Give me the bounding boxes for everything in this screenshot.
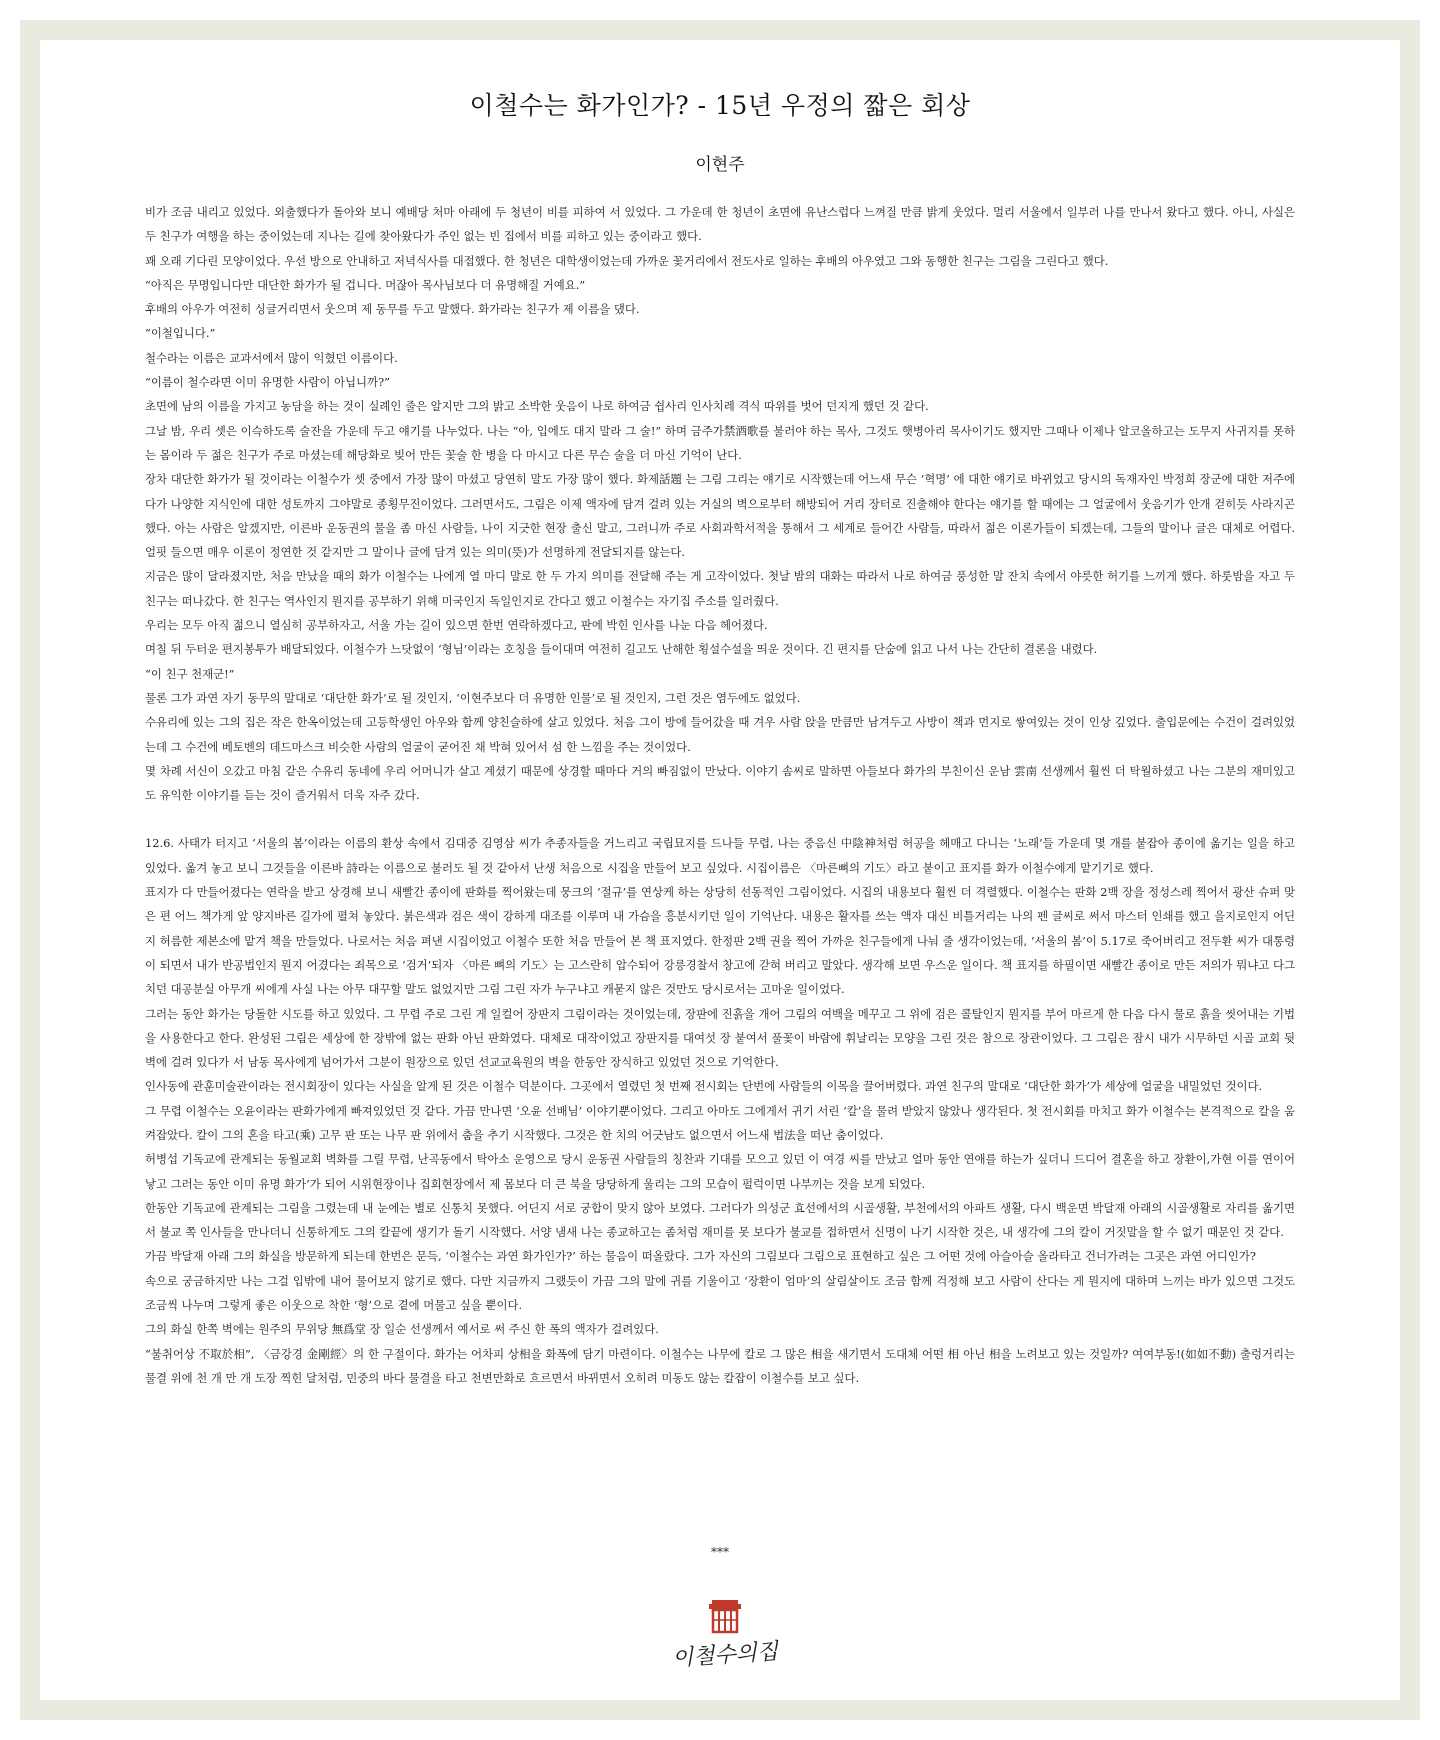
paragraph: 12.6. 사태가 터지고 ‘서울의 봄’이라는 이름의 환상 속에서 김대중 김영삼 씨가 추종자들을 거느리고 국립묘지를 드나들 무렵, 나는 중음신 中陰神처럼 허공을 헤매고 다니는 ‘노래’들 가운데 몇 개를 붙잡아 종이에 옮기는 일을 하고 있었다. 옮겨 놓고 보니 그것들을 이른바 詩라는 이름으로 불러도 될 것 같아서 난생 처음으로 시집을 만들어 보고 싶었다. 시집이름은 〈마른뼈의 기도〉라고 붙이고 표지를 화가 이철수에게 맡기기로 했다. [145, 836, 1295, 875]
paragraph: 철수라는 이름은 교과서에서 많이 익혔던 이름이다. [145, 350, 398, 365]
house-logo [670, 1598, 780, 1698]
section-separator: *** [711, 1545, 729, 1559]
paragraph: “이름이 철수라면 이미 유명한 사람이 아닙니까?” [145, 375, 390, 390]
paragraph: 그날 밤, 우리 셋은 이슥하도록 술잔을 가운데 두고 얘기를 나누었다. 나는 “아, 입에도 대지 말라 그 술!” 하며 금주가禁酒歌를 불러야 하는 목사, 그것도 햇병아리 목사이기도 했지만 그때나 이제나 알코올하고는 도무지 사귀지를 못하는 몸이라 두 젊은 친구가 주로 마셨는데 해당화로 빚어 만든 꽃술 한 병을 다 마시고 다른 무슨 술을 더 마신 기억이 난다. [145, 423, 1295, 462]
author-name: 이현주 [695, 155, 745, 175]
paragraph: 표지가 다 만들어졌다는 연락을 받고 상경해 보니 새빨간 종이에 판화를 찍어왔는데 뭉크의 ‘절규’를 연상케 하는 상당히 선동적인 그림이었다. 시집의 내용보다 훨씬 더 격렬했다. 이철수는 판화 2백 장을 정성스레 찍어서 광산 슈퍼 맞은 편 어느 책가게 앞 양지바른 길가에 펼쳐 놓았다. 붉은색과 검은 색이 강하게 대조를 이루며 내 가슴을 흥분시키던 일이 기억난다. 내용은 활자를 쓰는 액자 대신 비틀거리는 나의 펜 글씨로 써서 마스터 인쇄를 했고 을지로인지 어딘지 허름한 제본소에 맡겨 책을 만들었다. 나로서는 처음 펴낸 시집이었고 이철수 또한 처음 만들어 본 책 표지였다. 한정판 2백 권을 찍어 가까운 친구들에게 나눠 줄 생각이었는데, ‘서울의 봄’이 5.17로 죽어버리고 전두환 씨가 대통령이 되면서 내가 반공법인지 뭔지 어겼다는 죄목으로 ‘검거’되자 〈마른 뼈의 기도〉는 고스란히 압수되어 강릉경찰서 창고에 갇혀 버리고 말았다. 생각해 보면 우스운 일이다. 책 표지를 하필이면 새빨간 종이로 만든 저의가 뭐냐고 다그치던 대공분실 아무개 씨에게 사실 나는 아무 대꾸할 말도 없었지만 그림 그린 자가 누구냐고 캐묻지 않은 것만도 당시로서는 고마운 일이었다. [145, 885, 1295, 997]
paragraph: 인사동에 관훈미술관이라는 전시회장이 있다는 사실을 알게 된 것은 이철수 덕분이다. 그곳에서 열렸던 첫 번째 전시회는 단번에 사람들의 이목을 끌어버렸다. 과연 친구의 말대로 ‘대단한 화가’가 세상에 얼굴을 내밀었던 것이다. [145, 1079, 1263, 1094]
paragraph: 그러는 동안 화가는 당돌한 시도를 하고 있었다. 그 무렵 주로 그린 게 일컬어 장판지 그림이라는 것이었는데, 장판에 진흙을 개어 그림의 여백을 메꾸고 그 위에 검은 콜탈인지 뭔지를 부어 마르게 한 다음 다시 물로 흙을 씻어내는 기법을 사용한다고 한다. 완성된 그림은 세상에 한 장밖에 없는 판화 아닌 판화였다. 대체로 대작이었고 장판지를 대여섯 장 붙여서 풀꽃이 바람에 휘날리는 모양을 그린 것은 참으로 장관이었다. 그 그림은 잠시 내가 시무하던 시골 교회 뒷벽에 걸려 있다가 서 남동 목사에게 넘어가서 그분이 원장으로 있던 선교교육원의 벽을 한동안 장식하고 있었던 것으로 기억한다. [145, 1006, 1295, 1070]
house-seal-icon [708, 1598, 742, 1634]
paragraph: 수유리에 있는 그의 집은 작은 한옥이었는데 고등학생인 아우와 함께 양친슬하에 살고 있었다. 처음 그이 방에 들어갔을 때 겨우 사람 앉을 만큼만 남겨두고 사방이 책과 먼지로 쌓여있는 것이 인상 깊었다. 출입문에는 수건이 걸려있었는데 그 수건에 베토벤의 데드마스크 비슷한 사람의 얼굴이 굳어진 채 박혀 있어서 섬 한 느낌을 주는 것이었다. [145, 715, 1295, 754]
paragraph: “이 친구 천재군!” [145, 666, 235, 681]
logo-script-text: 이철수의집 [671, 1639, 780, 1672]
paragraph: 몇 차례 서신이 오갔고 마침 같은 수유리 동네에 우리 어머니가 살고 계셨기 때문에 상경할 때마다 거의 빠짐없이 만났다. 이야기 솜씨로 말하면 아들보다 화가의 부친이신 운남 雲南 선생께서 훨씬 더 탁월하셨고 나는 그분의 재미있고도 유익한 이야기를 듣는 것이 즐거워서 더욱 자주 갔다. [145, 763, 1295, 803]
paragraph: “이철입니다.” [145, 326, 216, 341]
paragraph-gap [145, 807, 1295, 831]
paragraph: “아직은 무명입니다만 대단한 화가가 될 겁니다. 머잖아 목사님보다 더 유명해질 거예요.” [145, 277, 586, 292]
paragraph: 물론 그가 과연 자기 동무의 말대로 ‘대단한 화가’로 될 것인지, ‘이현주보다 더 유명한 인물’로 될 것인지, 그런 것은 염두에도 없었다. [145, 690, 801, 705]
paragraph: 꽤 오래 기다린 모양이었다. 우선 방으로 안내하고 저녁식사를 대접했다. 한 청년은 대학생이었는데 가까운 꽃거리에서 전도사로 일하는 후배의 아우였고 그와 동행한 친구는 그림을 그린다고 했다. [145, 253, 1109, 268]
paragraph: 우리는 모두 아직 젊으니 열심히 공부하자고, 서울 가는 길이 있으면 한번 연락하겠다고, 판에 박힌 인사를 나눈 다음 헤어졌다. [145, 618, 768, 633]
paragraph: 허병섭 기독교에 관계되는 동월교회 벽화를 그릴 무렵, 난곡동에서 탁아소 운영으로 당시 운동권 사람들의 칭찬과 기대를 모으고 있던 이 여경 씨를 만났고 얼마 동안 연애를 하는가 싶더니 드디어 결혼을 하고 장환이,가현 이를 연이어 낳고 그러는 동안 이미 유명 화가’가 되어 시위현장이나 집회현장에서 제 몸보다 더 큰 북을 당당하게 울리는 그의 모습이 펄럭이면 나부끼는 것을 보게 되었다. [145, 1152, 1295, 1191]
paragraph: 장차 대단한 화가가 될 것이라는 이철수가 셋 중에서 가장 많이 마셨고 당연히 말도 가장 많이 했다. 화제話題 는 그림 그리는 얘기로 시작했는데 어느새 무슨 ‘혁명’ 에 대한 얘기로 바뀌었고 당시의 독재자인 박정희 장군에 대한 저주에다가 나양한 지식인에 대한 성토까지 그야말로 종횡무진이었다. 그러면서도, 그림은 이제 액자에 담겨 걸려 있는 거실의 벽으로부터 해방되어 거리 장터로 진출해야 한다는 얘기를 할 때에는 그 얼굴에서 웃음기가 안개 걷히듯 사라지곤 했다. 아는 사람은 알겠지만, 이른바 운동권의 물을 좀 마신 사람들, 나이 지긋한 현장 출신 말고, 그러니까 주로 사회과학서적을 통해서 그 세계로 들어간 사람들, 따라서 젊은 이론가들이 되겠는데, 그들의 말이나 글은 대체로 어렵다. 얼핏 들으면 매우 이론이 정연한 것 같지만 그 말이나 글에 담겨 있는 의미(뜻)가 선명하게 전달되지를 않는다. [145, 472, 1295, 560]
paragraph: 후배의 아우가 여전히 싱글거리면서 웃으며 제 동무를 두고 말했다. 화가라는 친구가 제 이름을 댔다. [145, 302, 640, 317]
paragraph: 그의 화실 한쪽 벽에는 원주의 무위당 無爲堂 장 일순 선생께서 예서로 써 주신 한 폭의 액자가 걸려있다. [145, 1322, 659, 1337]
paragraph: 속으로 궁금하지만 나는 그걸 입밖에 내어 물어보지 않기로 했다. 다만 지금까지 그랬듯이 가끔 그의 말에 귀를 기울이고 ‘장환이 엄마’의 살림살이도 조금 함께 걱정해 보고 사람이 산다는 게 뭔지에 대하며 느끼는 바가 있으면 그것도 조금씩 나누며 그렇게 좋은 이웃으로 착한 ‘형’으로 곁에 머물고 싶을 뿐이다. [145, 1273, 1295, 1313]
paragraph: 그 무렵 이철수는 오윤이라는 판화가에게 빠져있었던 것 같다. 가끔 만나면 ‘오윤 선배님’ 이야기뿐이었다. 그리고 아마도 그에게서 귀기 서린 ‘칼’을 물려 받았지 않았나 생각된다. 첫 전시회를 마치고 화가 이철수는 본격적으로 칼을 움켜잡았다. 칼이 그의 혼을 타고(乘) 고무 판 또는 나무 판 위에서 춤을 추기 시작했다. 그것은 한 치의 어긋남도 없으면서 어느새 법法을 떠난 춤이었다. [145, 1103, 1295, 1142]
paragraph: 비가 조금 내리고 있었다. 외출했다가 돌아와 보니 예배당 처마 아래에 두 청년이 비를 피하여 서 있었다. 그 가운데 한 청년이 초면에 유난스럽다 느껴질 만큼 밝게 웃었다. 멀리 서울에서 일부러 나를 만나서 왔다고 했다. 아니, 사실은 두 친구가 여행을 하는 중이었는데 지나는 길에 찾아왔다가 주인 없는 빈 집에서 비를 피하고 있는 중이라고 했다. [145, 205, 1295, 244]
document-title: 이철수는 화가인가? - 15년 우정의 짧은 회상 [469, 91, 971, 120]
paragraph: 가끔 박달재 아래 그의 화실을 방문하게 되는데 한번은 문득, ‘이철수는 과연 화가인가?’ 하는 물음이 떠올랐다. 그가 자신의 그림보다 그림으로 표현하고 싶은 그 어떤 것에 아슬아슬 올라타고 건너가려는 그곳은 과연 어디인가? [145, 1249, 1257, 1264]
paragraph: 한동안 기독교에 관계되는 그림을 그렸는데 내 눈에는 별로 신통치 못했다. 어딘지 서로 궁합이 맞지 않아 보였다. 그러다가 의성군 효선에서의 시골생활, 부천에서의 아파트 생활, 다시 백운면 박달재 아래의 시골생활로 자리를 옮기면서 불교 쪽 인사들을 만나더니 신통하게도 그의 칼끝에 생기가 돌기 시작했다. 서양 냄새 나는 종교하고는 좀처럼 재미를 못 보다가 불교를 접하면서 신명이 나기 시작한 것은, 내 생각에 그의 칼이 거짓말을 할 수 없기 때문인 것 같다. [145, 1200, 1295, 1240]
paragraph: 지금은 많이 달라졌지만, 처음 만났을 때의 화가 이철수는 나에게 열 마디 말로 한 두 가지 의미를 전달해 주는 게 고작이었다. 첫날 밤의 대화는 따라서 나로 하여금 풍성한 말 잔치 속에서 야릇한 허기를 느끼게 했다. 하룻밤을 자고 두 친구는 떠나갔다. 한 친구는 역사인지 뭔지를 공부하기 위해 미국인지 독일인지로 간다고 했고 이철수는 자기집 주소를 일러줬다. [145, 569, 1295, 608]
paragraph: 며칠 뒤 두터운 편지봉투가 배달되었다. 이철수가 느닷없이 ‘형님’이라는 호칭을 들이대며 여전히 길고도 난해한 횡설수설을 띄운 것이다. 긴 편지를 단숨에 읽고 나서 나는 간단히 결론을 내렸다. [145, 642, 1098, 657]
paragraph: 초면에 남의 이름을 가지고 농담을 하는 것이 실례인 줄은 알지만 그의 밝고 소박한 웃음이 나로 하여금 쉽사리 인사치레 격식 따위를 벗어 던지게 했던 것 같다. [145, 399, 929, 414]
paragraph: “불취어상 不取於相”, 〈금강경 金剛經〉의 한 구절이다. 화가는 어차피 상相을 화폭에 담기 마련이다. 이철수는 나무에 칼로 그 많은 相을 새기면서 도대체 어떤 相 아닌 相을 노려보고 있는 것일까? 여여부동!(如如不動) 출렁거리는 물결 위에 천 개 만 개 도장 찍힌 달처럼, 민중의 바다 물결을 타고 천변만화로 흐르면서 바뀌면서 오히려 미동도 않는 칼잡이 이철수를 보고 싶다. [145, 1346, 1295, 1385]
essay-body [145, 200, 1295, 1390]
